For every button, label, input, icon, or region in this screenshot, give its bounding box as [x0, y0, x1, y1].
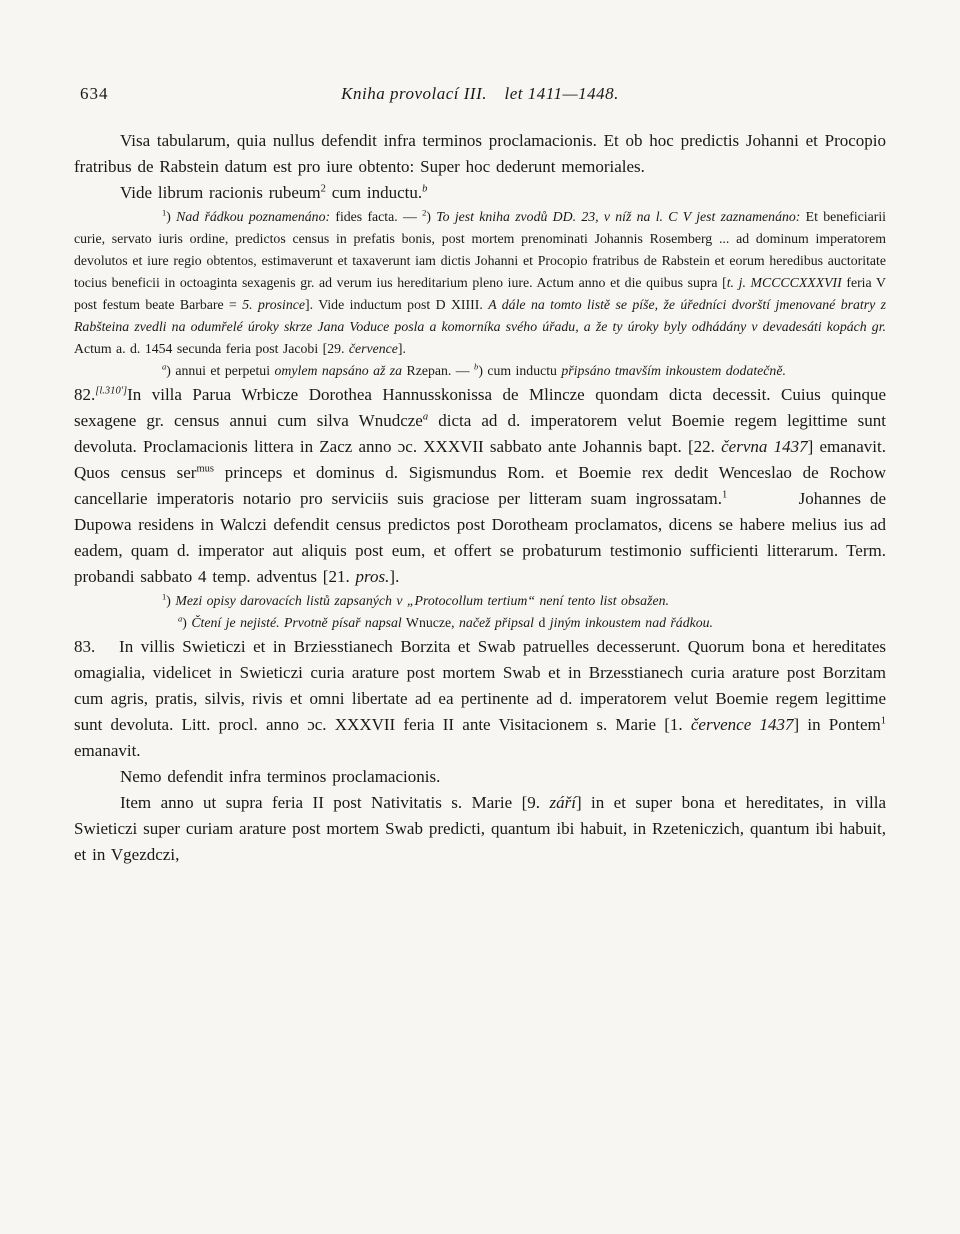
text-segment: 82.	[74, 385, 96, 404]
text-segment: )	[166, 593, 176, 608]
footnote-marker: a	[178, 613, 183, 624]
text-segment: Visa tabularum, quia nullus defendit infra terminos proclamacionis. Et ob hoc predictis Johanni et Procopio fratribus de Rabstein datum est pro iure obtento: Super hoc dederunt memoriales.	[74, 131, 886, 176]
running-header: Kniha provolací III. let 1411—1448.	[341, 84, 619, 103]
text-segment: omylem napsáno až za	[274, 363, 403, 378]
text-segment: září	[549, 793, 576, 812]
entry-paragraph	[74, 764, 886, 790]
text-segment: In villa Parua Wrbicze Dorothea Hannusskonissa de Mlincze quondam dicta decessit. Cuius quinque sexagene gr. census annui cum silva Wnudcze	[74, 385, 886, 430]
text-segment: ].	[397, 341, 406, 356]
text-segment: Vide librum racionis rubeum	[120, 183, 321, 202]
text-segment: Johannes de Dupowa residens in Walczi defendit census predictos post Dorotheam proclamatos, dicens se habere melius ius ad eadem, quam d. imperator aut aliquis post eum, et offert se probaturum testimonio sufficienti litterarum. Term. probandi sabbato 4 temp. adventus [21.	[74, 489, 886, 586]
text-segment: To jest kniha zvodů DD. 23, v níž na l. C V jest zaznamenáno:	[436, 209, 801, 224]
footnote-marker: a	[422, 411, 429, 423]
footnote-marker: mus	[196, 463, 215, 475]
footnote-marker: 2	[320, 183, 326, 195]
text-segment: Actum a. d. 1454 secunda feria post Jacobi [29.	[74, 341, 349, 356]
text-segment: 83.	[74, 637, 96, 656]
text-segment: t. j. MCCCCXXXVII	[726, 275, 842, 290]
text-segment: d	[534, 615, 550, 630]
text-segment: ].	[389, 567, 400, 586]
text-segment: Rzepan. —	[402, 363, 475, 378]
footnote-marker: 1	[162, 591, 167, 602]
footnote-marker: 1	[880, 715, 886, 727]
text-segment: načež připsal	[459, 615, 534, 630]
text-segment: pros.	[355, 567, 390, 586]
text-segment: připsáno tmavším inkoustem dodatečně.	[561, 363, 786, 378]
text-segment: dicta ad d. imperatorem velut Boemie regem legittime sunt devoluta. Proclamacionis littera in Zacz anno ɔc. XXXVII sabbato ante Johannis bapt. [22.	[74, 411, 886, 456]
footnote	[74, 590, 886, 612]
text-segment: Et beneficiarii curie, servato iuris ordine, predictos census in prefatis bonis, post mortem prenominati Johannis Rosemberg ... ad dominum imperatorem devolutos et iure regio obtentos, estimaverunt et taxaverunt iam dictis Johanni et Procopio fratribus de Rabstein et eorum heredibus auctoritate tocius beneficii in octoaginta sexagenis gr. ad verum ius hereditarium pleno iure. Actum anno et die quibus supra [	[74, 209, 887, 290]
footnote-marker: 2	[422, 207, 427, 218]
footnote-marker: 1	[722, 489, 728, 501]
footnote-marker: b	[422, 183, 428, 195]
text-segment: fides facta. —	[330, 209, 423, 224]
text-segment: ] emanavit. Quos census ser	[74, 437, 886, 482]
text-segment: A dále na tomto listě se píše, že úředníci dvorští jmenované bratry z Rabšteina zvedli na odumřelé úroky skrze Jana Voduce posla a komorníka svého úřadu, a že ty úroky byly odhádány v devadesáti kopách gr.	[74, 297, 886, 334]
entry-paragraph	[74, 180, 886, 206]
text-segment: ] in Pontem	[793, 715, 881, 734]
text-segment: Mezi opisy darovacích listů zapsaných v „Protocollum tertium“ není tento list obsažen.	[175, 593, 669, 608]
entry-paragraph	[74, 790, 886, 868]
text-segment: ) annui et perpetui	[166, 363, 275, 378]
text-segment: července 1437	[690, 715, 794, 734]
footnote-marker: a	[162, 361, 167, 372]
text-segment: princeps et dominus d. Sigismundus Rom. et Boemie rex dedit Wenceslao de Rochow cancellarie imperatoris notario pro serviciis suis graciose per litteram suam ingrossatam.	[74, 463, 886, 508]
text-segment: In villis Swieticzi et in Brziesstianech Borzita et Swab patruelles decesserunt. Quorum bona et hereditates omagialia, videlicet in Swieticzi curia arature post mortem Swab et in Brzesstianech curia arature post Borzitam cum agris, pratis, silvis, rivis et omni libertate ad ea pertinente ad d. imperatorem velut Boemie regem legittime sunt devoluta. Litt. procl. anno ɔc. XXXVII feria II ante Visitacionem s. Marie [1.	[74, 637, 886, 734]
text-segment: Nemo defendit infra terminos proclamacionis.	[120, 767, 441, 786]
text-segment: emanavit.	[74, 741, 141, 760]
text-segment: feria V post festum beate Barbare =	[74, 275, 886, 312]
text-segment: 5. prosince	[242, 297, 305, 312]
footnote-marker: 1	[162, 207, 167, 218]
footnote	[74, 206, 886, 360]
entry-paragraph	[74, 634, 886, 764]
text-segment: jiným inkoustem nad řádkou.	[549, 615, 713, 630]
text-segment: července	[348, 341, 398, 356]
text-segment: ]. Vide inductum post D XIIII.	[305, 297, 489, 312]
text-segment: )	[426, 209, 437, 224]
text-segment: )	[166, 209, 177, 224]
footnote	[74, 360, 886, 382]
text-segment: )	[182, 615, 192, 630]
entry-paragraph	[74, 382, 886, 590]
text-segment: června 1437	[721, 437, 808, 456]
text-segment: Nad řádkou poznamenáno:	[176, 209, 331, 224]
page-number: 634	[80, 84, 109, 103]
text-segment: cum inductu.	[325, 183, 423, 202]
text-segment: Wnucze,	[401, 615, 460, 630]
text-segment: Item anno ut supra feria II post Nativitatis s. Marie [9.	[120, 793, 550, 812]
text-segment: ) cum inductu	[478, 363, 562, 378]
text-segment: Čtení je nejisté. Prvotně písař napsal	[191, 615, 402, 630]
text-segment: ] in et super bona et hereditates, in villa Swieticzi super curiam arature post mortem Swab predicti, quantum ibi habuit, in Rzeteniczich, quantum ibi habuit, et in Vgezdczi,	[74, 793, 886, 864]
page-header	[74, 84, 886, 108]
entry-paragraph	[74, 128, 886, 180]
footnote-marker: [l.310']	[95, 385, 128, 397]
footnote	[74, 612, 886, 634]
footnote-marker: b	[474, 361, 479, 372]
page-body	[74, 128, 886, 868]
